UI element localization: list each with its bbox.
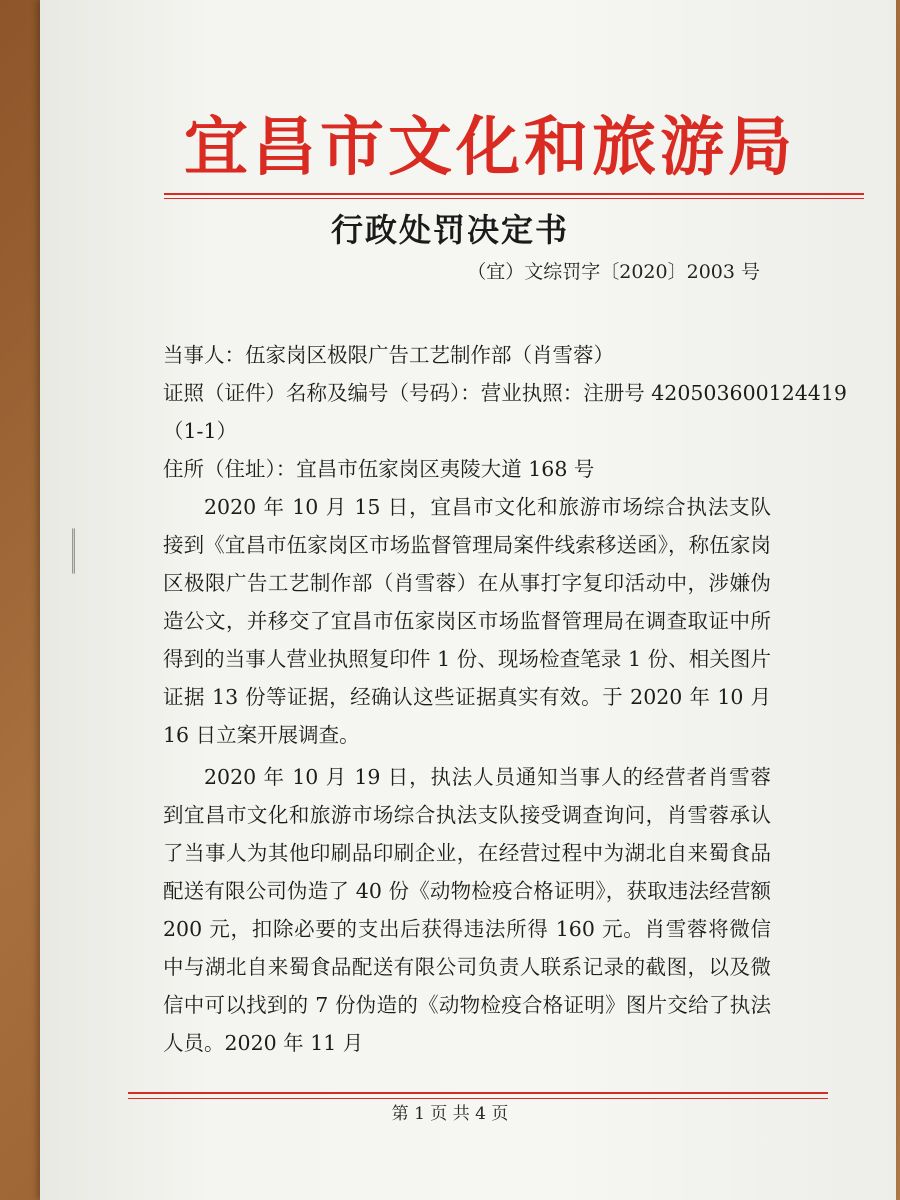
- party-address: 住所（住址）：宜昌市伍家岗区夷陵大道 168 号: [163, 457, 595, 481]
- footer-red-rule: [128, 1092, 828, 1094]
- page-number: 第 1 页 共 4 页: [391, 1104, 509, 1124]
- document-title: 行政处罚决定书: [330, 211, 569, 249]
- body-paragraph: 2020 年 10 月 15 日，宜昌市文化和旅游市场综合执法支队接到《宜昌市伍家岗区市场监督管理局案件线索移送函》，称伍家岗区极限广告工艺制作部（肖雪蓉）在从事打字复印活动中，涉嫌伪造公文，并移交了宜昌市伍家岗区市场监督管理局在调查取证中所得到的当事人营业执照复印件 1 份、现场检查笔录 1 份、相关图片证据 13 份等证据，经确认这些证据真实有效。于 2020 年 10 月 16 日立案开展调查。: [163, 495, 771, 747]
- party-name: 当事人：伍家岗区极限广告工艺制作部（肖雪蓉）: [163, 343, 614, 367]
- document-number: （宜）文综罚字〔2020〕2003 号: [467, 261, 760, 283]
- header-red-rule-thin: [164, 198, 864, 199]
- body-paragraph: 2020 年 10 月 19 日，执法人员通知当事人的经营者肖雪蓉到宜昌市文化和旅游市场综合执法支队接受调查询问，肖雪蓉承认了当事人为其他印刷品印刷企业，在经营过程中为湖北自来蜀食品配送有限公司伪造了 40 份《动物检疫合格证明》，获取违法经营额 200 元，扣除必要的支出后获得违法所得 160 元。肖雪蓉将微信中与湖北自来蜀食品配送有限公司负责人联系记录的截图，以及微信中可以找到的 7 份伪造的《动物检疫合格证明》图片交给了执法人员。2020 年 11 月: [163, 765, 771, 1055]
- party-license: 证照（证件）名称及编号（号码）：营业执照：注册号 420503600124419: [163, 381, 847, 405]
- header-red-rule: [164, 193, 864, 195]
- agency-title: 宜昌市文化和旅游局: [184, 110, 796, 185]
- footer-red-rule-thin: [128, 1098, 828, 1099]
- party-license-cont: （1-1）: [163, 419, 238, 443]
- document-body: [163, 336, 847, 1062]
- staple: [72, 528, 75, 574]
